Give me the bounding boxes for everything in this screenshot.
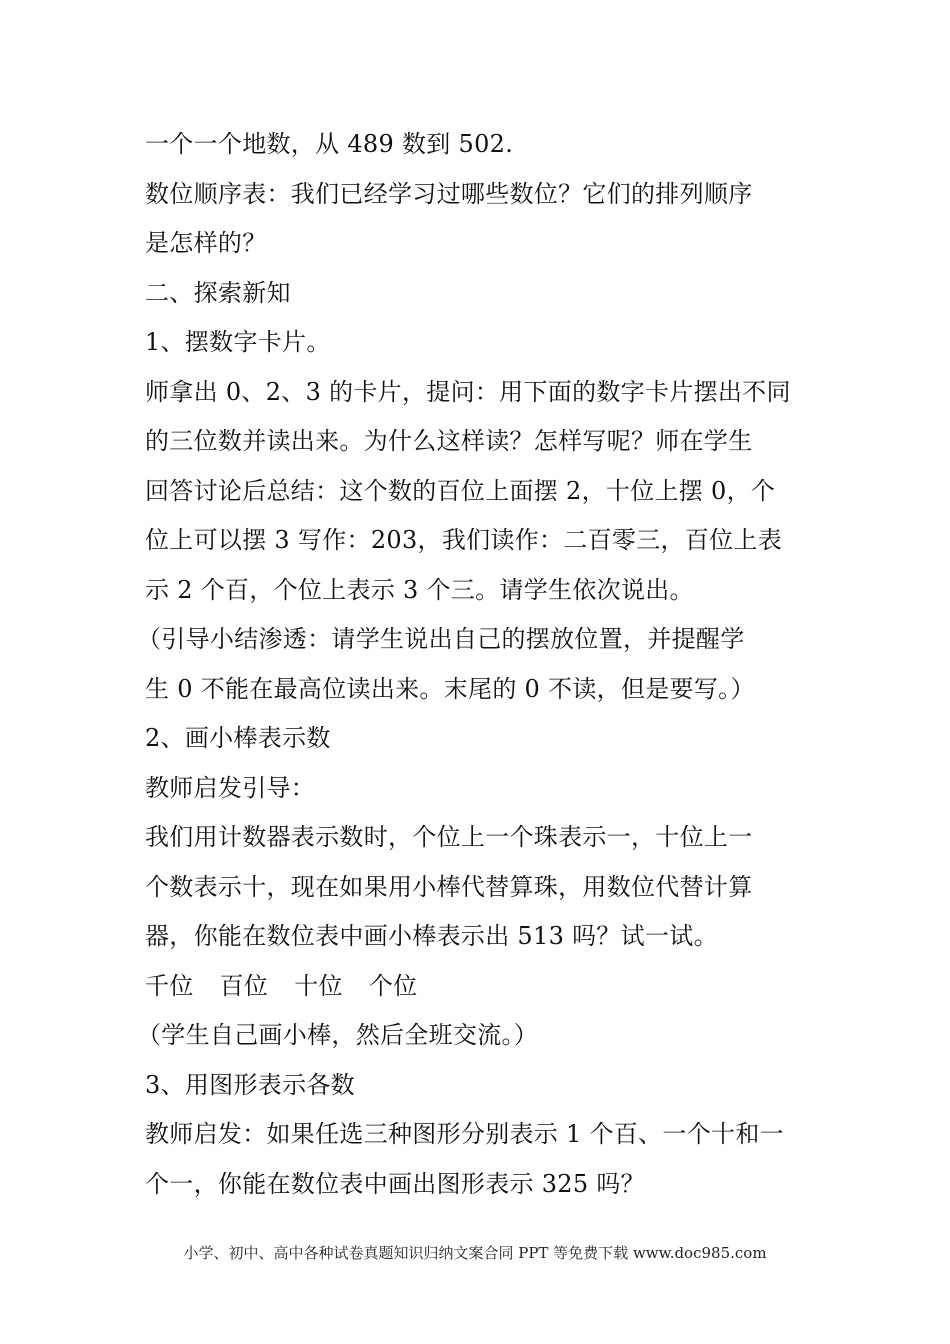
place-value-tens: 十位 [294,971,343,1000]
place-value-thousands: 千位 [145,971,194,1000]
text-line-order-question: 是怎样的？ [145,229,267,257]
section-heading-explore: 二、探索新知 [145,278,291,307]
subheading-number-cards: 1、摆数字卡片。 [145,328,331,356]
subheading-draw-sticks: 2、画小棒表示数 [145,724,331,752]
paragraph-line: 个数表示十，现在如果用小棒代替算珠，用数位代替计算 [145,872,753,901]
paragraph-line: 我们用计数器表示数时，个位上一个珠表示一，十位上一 [145,823,753,851]
document-body [137,120,810,1209]
paragraph-line: 的三位数并读出来。为什么这样读？怎样写呢？师在学生 [145,427,753,455]
text-line-counting: 一个一个地数，从 489 数到 502. [145,130,514,158]
paragraph-line: 位上可以摆 3 写作：203，我们读作：二百零三，百位上表 [145,526,783,554]
paragraph-line: 器，你能在数位表中画小棒表示出 513 吗？试一试。 [145,922,718,950]
place-value-ones: 个位 [368,971,418,1000]
place-value-header-row [145,962,810,1012]
note-line: （引导小结渗透：请学生说出自己的摆放位置，并提醒学 [137,625,745,653]
place-value-hundreds: 百位 [219,971,269,1000]
page-footer: 小学、初中、高中各种试卷真题知识归纳文案合同 PPT 等免费下载 www.doc985.com [183,1244,767,1262]
note-line: 生 0 不能在最高位读出来。末尾的 0 不读，但是要写。） [145,674,755,703]
paragraph-line: 个一，你能在数位表中画出图形表示 325 吗？ [145,1169,645,1198]
paragraph-line: 回答讨论后总结：这个数的百位上面摆 2，十位上摆 0，个 [145,476,776,505]
paragraph-line: 教师启发引导： [145,773,316,802]
text-line-place-value-table: 数位顺序表：我们已经学习过哪些数位？它们的排列顺序 [145,179,753,208]
note-line: （学生自己画小棒，然后全班交流。） [137,1021,539,1049]
paragraph-line: 师拿出 0、2、3 的卡片，提问：用下面的数字卡片摆出不同 [145,377,791,406]
paragraph-line: 示 2 个百，个位上表示 3 个三。请学生依次说出。 [145,575,694,604]
paragraph-line: 教师启发：如果任选三种图形分别表示 1 个百、一个十和一 [145,1120,784,1148]
subheading-shapes: 3、用图形表示各数 [145,1070,355,1099]
